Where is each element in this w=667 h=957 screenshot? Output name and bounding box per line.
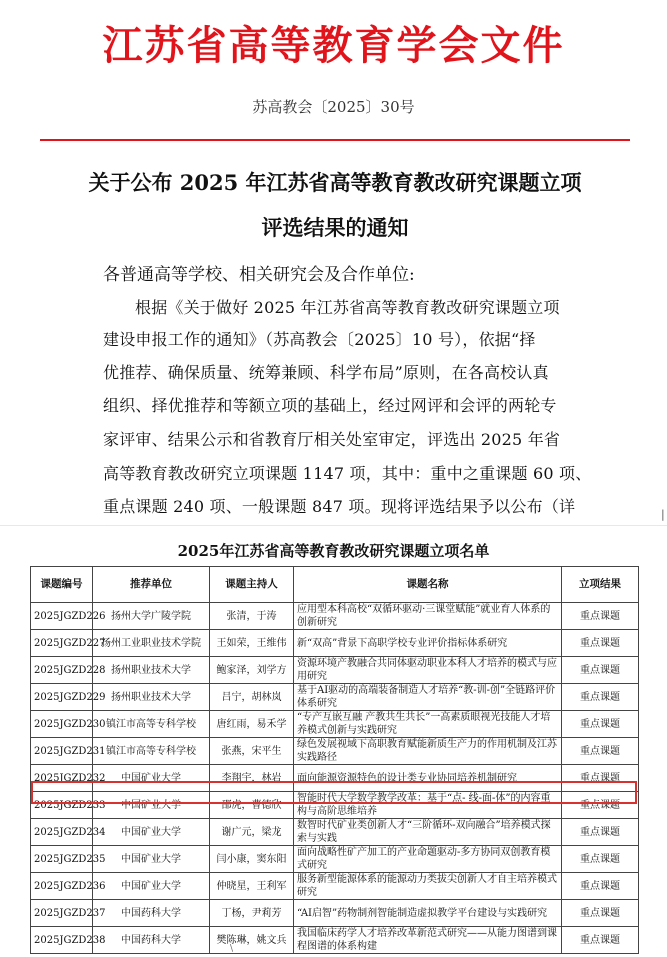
cell-unit: 中国矿业大学 — [93, 765, 210, 792]
cell-title: 基于AI驱动的高端装备制造人才培养“教-训-创”全链路评价体系研究 — [294, 684, 562, 711]
notice-title-line1: 关于公布 2025 年江苏省高等教育教改研究课题立项 — [88, 170, 582, 195]
footer-mark: \ — [230, 944, 234, 954]
cell-host: 仲晓星，王利军 — [210, 873, 294, 900]
highlight-box — [31, 781, 637, 804]
cell-unit: 镇江市高等专科学校 — [93, 711, 210, 738]
cell-host: 唐红雨，易禾学 — [210, 711, 294, 738]
paragraph-line: 组织、择优推荐和等额立项的基础上，经过网评和会评的两轮专 — [103, 396, 557, 415]
cell-host: 鲍家泽，刘学方 — [210, 657, 294, 684]
cell-result: 重点课题 — [562, 900, 639, 927]
column-header-title: 课题名称 — [294, 567, 562, 603]
cell-host: 邵虎，曹德欣 — [210, 792, 294, 819]
cell-title: 面向能源资源特色的设计类专业协同培养机制研究 — [294, 765, 562, 792]
document-number: 苏高教会〔2025〕30号 — [252, 98, 415, 116]
column-header-code: 课题编号 — [31, 567, 93, 603]
paragraph-line: 根据《关于做好 2025 年江苏省高等教育教改研究课题立项 — [135, 298, 560, 317]
edge-mark: | — [661, 508, 665, 521]
table-row — [31, 711, 639, 738]
cell-result: 重点课题 — [562, 792, 639, 819]
paragraph-line: 优推荐、确保质量、统筹兼顾、科学布局”原则，在各高校认真 — [103, 363, 549, 382]
cell-title: 面向战略性矿产加工的产业命题驱动-多方协同双创教育模式研究 — [294, 846, 562, 873]
column-header-unit: 推荐单位 — [93, 567, 210, 603]
table-row — [31, 846, 639, 873]
cell-unit: 中国矿业大学 — [93, 819, 210, 846]
cell-title: 智能时代大学数学教学改革：基于“点- 线-面-体”的内容重构与高阶思维培养 — [294, 792, 562, 819]
table-row — [31, 927, 639, 954]
table-row — [31, 900, 639, 927]
table-row — [31, 684, 639, 711]
cell-result: 重点课题 — [562, 927, 639, 954]
cell-code: 2025JGZD226 — [31, 603, 93, 630]
column-header-host: 课题主持人 — [210, 567, 294, 603]
cell-unit: 扬州职业技术大学 — [93, 657, 210, 684]
cell-code: 2025JGZD232 — [31, 765, 93, 792]
cell-title: 数智时代矿业类创新人才“三阶循环-双向融合”培养模式探索与实践 — [294, 819, 562, 846]
cell-title: 我国临床药学人才培养改革新范式研究——从能力图谱到课程图谱的体系构建 — [294, 927, 562, 954]
cell-result: 重点课题 — [562, 657, 639, 684]
cell-unit: 扬州大学广陵学院 — [93, 603, 210, 630]
cell-unit: 中国药科大学 — [93, 900, 210, 927]
cell-result: 重点课题 — [562, 630, 639, 657]
paragraph-line: 高等教育教改研究立项课题 1147 项，其中：重中之重课题 60 项、 — [103, 464, 592, 483]
notice-salutation: 各普通高等学校、相关研究会及合作单位: — [103, 265, 415, 285]
cell-title: 资源环境产教融合共同体驱动职业本科人才培养的模式与应用研究 — [294, 657, 562, 684]
cell-title: 应用型本科高校“双循环驱动·三课堂赋能”就业育人体系的创新研究 — [294, 603, 562, 630]
cell-code: 2025JGZD230 — [31, 711, 93, 738]
cell-host: 张燕，宋平生 — [210, 738, 294, 765]
cell-result: 重点课题 — [562, 711, 639, 738]
cell-result: 重点课题 — [562, 684, 639, 711]
cell-code: 2025JGZD234 — [31, 819, 93, 846]
cell-host: 谢广元，梁龙 — [210, 819, 294, 846]
cell-result: 重点课题 — [562, 603, 639, 630]
cell-result: 重点课题 — [562, 765, 639, 792]
cell-unit: 中国矿业大学 — [93, 873, 210, 900]
cell-code: 2025JGZD229 — [31, 684, 93, 711]
paragraph-line: 建设申报工作的通知》（苏高教会〔2025〕10 号），依据“择 — [103, 330, 536, 349]
table-row — [31, 873, 639, 900]
cell-code: 2025JGZD238 — [31, 927, 93, 954]
cell-host: 张清，于涛 — [210, 603, 294, 630]
table-header-row — [31, 567, 639, 603]
cell-code: 2025JGZD237 — [31, 900, 93, 927]
cell-result: 重点课题 — [562, 873, 639, 900]
header-divider — [40, 139, 630, 141]
cell-unit: 中国矿业大学 — [93, 792, 210, 819]
paragraph-line: 家评审、结果公示和省教育厅相关处室审定，评选出 2025 年省 — [103, 430, 561, 449]
cell-title: 绿色发展视域下高职教育赋能新质生产力的作用机制及江苏实践路径 — [294, 738, 562, 765]
notice-title-line2: 评选结果的通知 — [261, 215, 409, 240]
cell-host: 樊陈琳，姚文兵 — [210, 927, 294, 954]
cell-unit: 镇江市高等专科学校 — [93, 738, 210, 765]
cell-host: 丁杨，尹莉芳 — [210, 900, 294, 927]
table-body — [31, 603, 639, 954]
project-list-table — [30, 566, 639, 954]
cell-title: “专产互嵌互融 产教共生共长”一高素质眼视光技能人才培养模式创新与实践研究 — [294, 711, 562, 738]
table-row — [31, 738, 639, 765]
cell-unit: 中国药科大学 — [93, 927, 210, 954]
cell-code: 2025JGZD235 — [31, 846, 93, 873]
table-row — [31, 657, 639, 684]
cell-title: “AI启智”药物制剂智能制造虚拟教学平台建设与实践研究 — [294, 900, 562, 927]
cell-code: 2025JGZD233 — [31, 792, 93, 819]
cell-code: 2025JGZD227 — [31, 630, 93, 657]
cell-result: 重点课题 — [562, 738, 639, 765]
table-row — [31, 630, 639, 657]
cell-result: 重点课题 — [562, 819, 639, 846]
cell-host: 闫小康，窦东阳 — [210, 846, 294, 873]
cell-code: 2025JGZD228 — [31, 657, 93, 684]
cell-code: 2025JGZD236 — [31, 873, 93, 900]
page-edge — [0, 525, 667, 526]
table-title: 2025年江苏省高等教育教改研究课题立项名单 — [177, 542, 490, 560]
cell-title: 新“双高”背景下高职学校专业评价指标体系研究 — [294, 630, 562, 657]
paragraph-line: 重点课题 240 项、一般课题 847 项。现将评选结果予以公布（详 — [103, 497, 576, 516]
cell-host: 吕宁，胡林岚 — [210, 684, 294, 711]
table-row — [31, 603, 639, 630]
column-header-result: 立项结果 — [562, 567, 639, 603]
cell-code: 2025JGZD231 — [31, 738, 93, 765]
cell-title: 服务新型能源体系的能源动力类拔尖创新人才自主培养模式研究 — [294, 873, 562, 900]
cell-host: 王如荣，王维伟 — [210, 630, 294, 657]
document-header-title: 江苏省高等教育学会文件 — [102, 23, 565, 69]
table-row — [31, 819, 639, 846]
cell-unit: 中国矿业大学 — [93, 846, 210, 873]
cell-unit: 扬州职业技术大学 — [93, 684, 210, 711]
cell-unit: 扬州工业职业技术学院 — [93, 630, 210, 657]
cell-result: 重点课题 — [562, 846, 639, 873]
cell-host: 李翔宇，林岩 — [210, 765, 294, 792]
